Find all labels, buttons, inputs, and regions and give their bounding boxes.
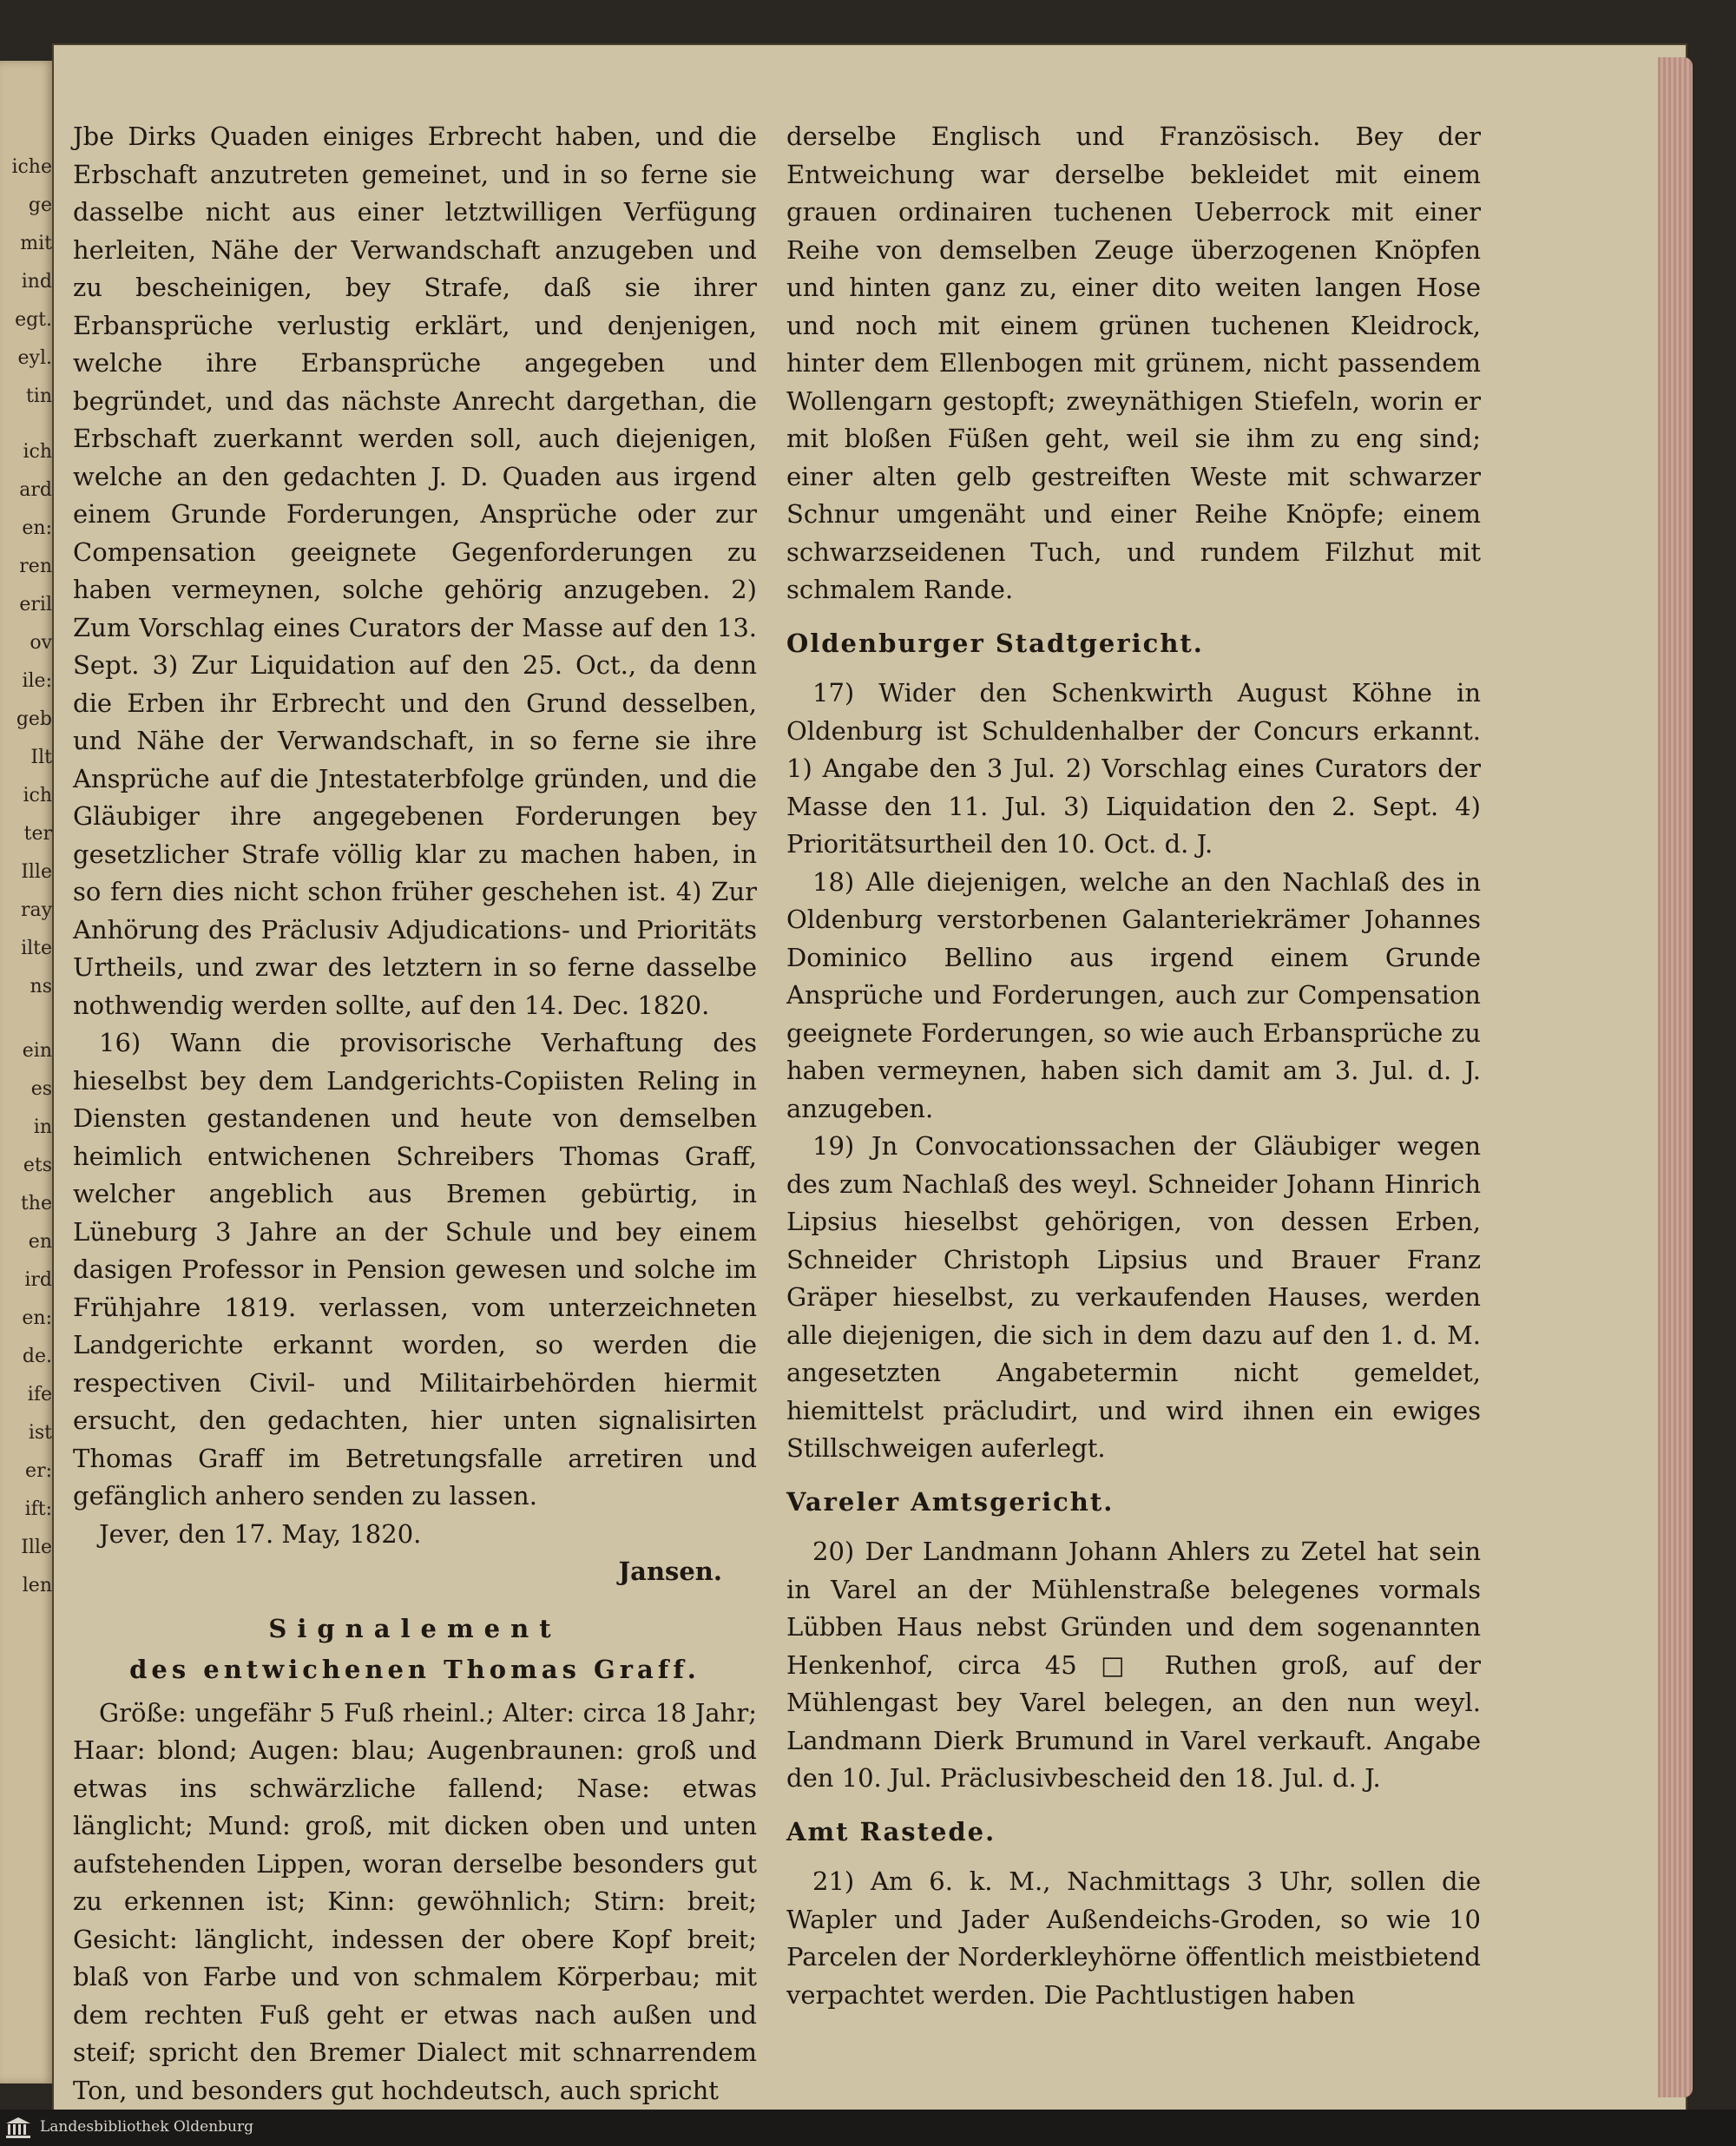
paragraph: 16) Wann die provisorische Verhaftung des hieselbst bey dem Landgerichts-Copiisten Reling in Diensten gestandenen und heute von demselben heimlich entwichenen Schreibers Thomas Graff, welcher angeblich aus Bremen gebürtig, in Lüneburg 3 Jahre an der Schule und bey einem dasigen Professor in Pension gewesen und solche im Frühjahre 1819. verlassen, vom unterzeichneten Landgerichte erkannt worden, so werden die respectiven Civil- und Militairbehörden hiermit ersucht, den gedachten, hier unten signalisirten Thomas Graff im Betretungsfalle arretiren und gefänglich anhero senden zu lassen. — [73, 1028, 757, 1511]
margin-fragment: er: — [25, 1460, 52, 1482]
margin-fragment: ets — [23, 1155, 52, 1176]
margin-fragment: geb — [16, 708, 52, 730]
margin-fragment: ift: — [24, 1498, 52, 1520]
margin-fragment: de. — [22, 1346, 52, 1367]
margin-fragment: es — [30, 1078, 52, 1100]
margin-fragment: ge — [28, 194, 52, 216]
paragraph: 20) Der Landmann Johann Ahlers zu Zetel hat sein in Varel an der Mühlenstraße belegenes vormals Lübben Haus nebst Gründen und dem sogenannten Henkenhof, circa 45 □ Ruthen groß, auf der Mühlengast bey Varel belegen, an den nun weyl. Landmann Dierk Brumund in Varel verkauft. Angabe den 10. Jul. Präclusivbescheid den 18. Jul. d. J. — [786, 1537, 1481, 1793]
library-logo-icon — [5, 2116, 31, 2139]
margin-fragment: ov — [30, 632, 52, 654]
margin-fragment: ilte — [21, 938, 52, 959]
margin-fragment: eyl. — [17, 347, 52, 369]
margin-fragment: en: — [22, 517, 52, 539]
margin-fragment: ein — [22, 1040, 52, 1062]
margin-fragment: ile: — [22, 670, 52, 692]
margin-fragment: egt. — [15, 309, 52, 331]
margin-fragment: en: — [22, 1307, 52, 1329]
margin-fragment: ter — [23, 823, 52, 845]
margin-fragment: tin — [25, 385, 52, 407]
margin-fragment: ife — [27, 1384, 52, 1405]
section-heading: Oldenburger Stadtgericht. — [786, 628, 1204, 658]
margin-fragment: Ille — [21, 861, 52, 883]
signalement-title: Signalement — [268, 1613, 562, 1643]
margin-fragment: ind — [21, 271, 52, 293]
margin-fragment: Ille — [21, 1537, 52, 1558]
right-text-column — [786, 118, 1481, 2014]
signoff-place-date: Jever, den 17. May, 1820. — [99, 1518, 422, 1549]
footer-label: Landesbibliothek Oldenburg — [40, 2118, 254, 2136]
margin-fragment: mit — [20, 233, 52, 254]
paragraph: 19) Jn Convocationssachen der Gläubiger wegen des zum Nachlaß des weyl. Schneider Johann Hinrich Lipsius hieselbst gehörigen, von dessen Erben, Schneider Christoph Lipsius und Brauer Franz Gräper hieselbst, zu verkaufenden Hauses, werden alle diejenigen, die sich in dem dazu auf den 1. d. M. angesetzten Angabetermin nicht gemeldet, hiemittelst präcludirt, und wird ihnen ein ewiges Stillschweigen auferlegt. — [786, 1131, 1481, 1463]
margin-fragment: ns — [30, 976, 52, 997]
margin-fragment: ray — [20, 899, 52, 921]
left-text-column — [73, 118, 757, 2110]
margin-fragment: ird — [24, 1269, 52, 1291]
paragraph: derselbe Englisch und Französisch. Bey der Entweichung war derselbe bekleidet mit einem grauen ordinairen tuchenen Ueberrock mit einer Reihe von demselben Zeuge überzogenen Knöpfen und hinten ganz zu, einer dito weiten langen Hose und noch mit einem grünen tuchenen Kleidrock, hinter dem Ellenbogen mit grünem, nicht passendem Wollengarn gestopft; zweynäthigen Stiefeln, worin er mit bloßen Füßen geht, weil sie ihm zu eng sind; einer alten gelb gestreiften Weste mit schwarzer Schnur umgenäht und einer Reihe Knöpfe; einem schwarzseidenen Tuch, und rundem Filzhut mit schmalem Rande. — [786, 122, 1481, 604]
margin-fragment: Ilt — [30, 747, 52, 768]
margin-fragment: ich — [23, 785, 52, 806]
page-stack-edge — [1658, 57, 1693, 2097]
margin-fragment: en — [28, 1231, 52, 1253]
signoff-name: Jansen. — [618, 1557, 722, 1586]
margin-fragment: the — [20, 1193, 52, 1215]
margin-fragment: iche — [11, 156, 52, 178]
paragraph: 21) Am 6. k. M., Nachmittags 3 Uhr, sollen die Wapler und Jader Außendeichs-Groden, so wie 10 Parcelen der Norderkleyhörne öffentlich meistbietend verpachtet werden. Die Pachtlustigen haben — [786, 1866, 1481, 2010]
left-page-edge — [0, 61, 56, 2083]
paragraph: Größe: ungefähr 5 Fuß rheinl.; Alter: circa 18 Jahr; Haar: blond; Augen: blau; Augenbraunen: groß und etwas ins schwärzliche fallend; Nase: etwas länglicht; Mund: groß, mit dicken oben und unten aufstehenden Lippen, woran derselbe besonders gut zu erkennen ist; Kinn: gewöhnlich; Stirn: breit; Gesicht: länglicht, indessen der obere Kopf breit; blaß von Farbe und von schmalem Körperbau; mit dem rechten Fuß geht er etwas nach außen und steif; spricht den Bremer Dialect mit schnarrendem Ton, und besonders gut hochdeutsch, auch spricht — [73, 1697, 757, 2105]
margin-fragment: in — [33, 1116, 52, 1138]
margin-fragment: ich — [23, 441, 52, 463]
section-heading: Vareler Amtsgericht. — [786, 1486, 1115, 1517]
margin-fragment: len — [22, 1575, 52, 1596]
newspaper-page — [54, 45, 1686, 2110]
signoff-block — [73, 1516, 757, 1591]
margin-fragment: eril — [19, 594, 52, 615]
margin-fragment: ren — [19, 556, 52, 577]
section-heading: Amt Rastede. — [786, 1816, 996, 1846]
footer-bar — [0, 2110, 1736, 2146]
paragraph: 17) Wider den Schenkwirth August Köhne in Oldenburg ist Schuldenhalber der Concurs erkannt. 1) Angabe den 3 Jul. 2) Vorschlag eines Curators der Masse den 11. Jul. 3) Liquidation den 2. Sept. 4) Prioritätsurtheil den 10. Oct. d. J. — [786, 678, 1481, 859]
paragraph: 18) Alle diejenigen, welche an den Nachlaß des in Oldenburg verstorbenen Galanteriekrämer Johannes Dominico Bellino aus irgend einem Grunde Ansprüche und Forderungen, auch zur Compensation geeignete Forderungen, so wie auch Erbansprüche zu haben vermeynen, haben sich damit am 3. Jul. d. J. anzugeben. — [786, 866, 1481, 1123]
margin-fragment: ard — [19, 479, 52, 501]
margin-fragment: ist — [28, 1422, 52, 1444]
paragraph: Jbe Dirks Quaden einiges Erbrecht haben, und die Erbschaft anzutreten gemeinet, und in so ferne sie dasselbe nicht aus einer letztwilligen Verfügung herleiten, Nähe der Verwandschaft anzugeben und zu bescheinigen, bey Strafe, daß sie ihrer Erbansprüche verlustig erklärt, und denjenigen, welche ihre Erbansprüche angegeben und begründet, und das nächste Anrecht dargethan, die Erbschaft zuerkannt werden soll, auch diejenigen, welche an den gedachten J. D. Quaden aus irgend einem Grunde Forderungen, Ansprüche oder zur Compensation geeignete Gegenforderungen zu haben vermeynen, solche gehörig anzugeben. 2) Zum Vorschlag eines Curators der Masse auf den 13. Sept. 3) Zur Liquidation auf den 25. Oct., da denn die Erben ihr Erbrecht und den Grund desselben, und Nähe der Verwandschaft, in so ferne sie ihre Ansprüche auf die Jntestaterbfolge gründen, und die Gläubiger ihre angegebenen Forderungen bey gesetzlicher Strafe völlig klar zu machen haben, in so fern dies nicht schon früher geschehen ist. 4) Zur Anhörung des Präclusiv Adjudications- und Prioritäts Urtheils, und zwar des letztern in so ferne dasselbe nothwendig werden sollte, auf den 14. Dec. 1820. — [73, 122, 757, 1020]
signalement-subtitle: des entwichenen Thomas Graff. — [129, 1655, 700, 1684]
